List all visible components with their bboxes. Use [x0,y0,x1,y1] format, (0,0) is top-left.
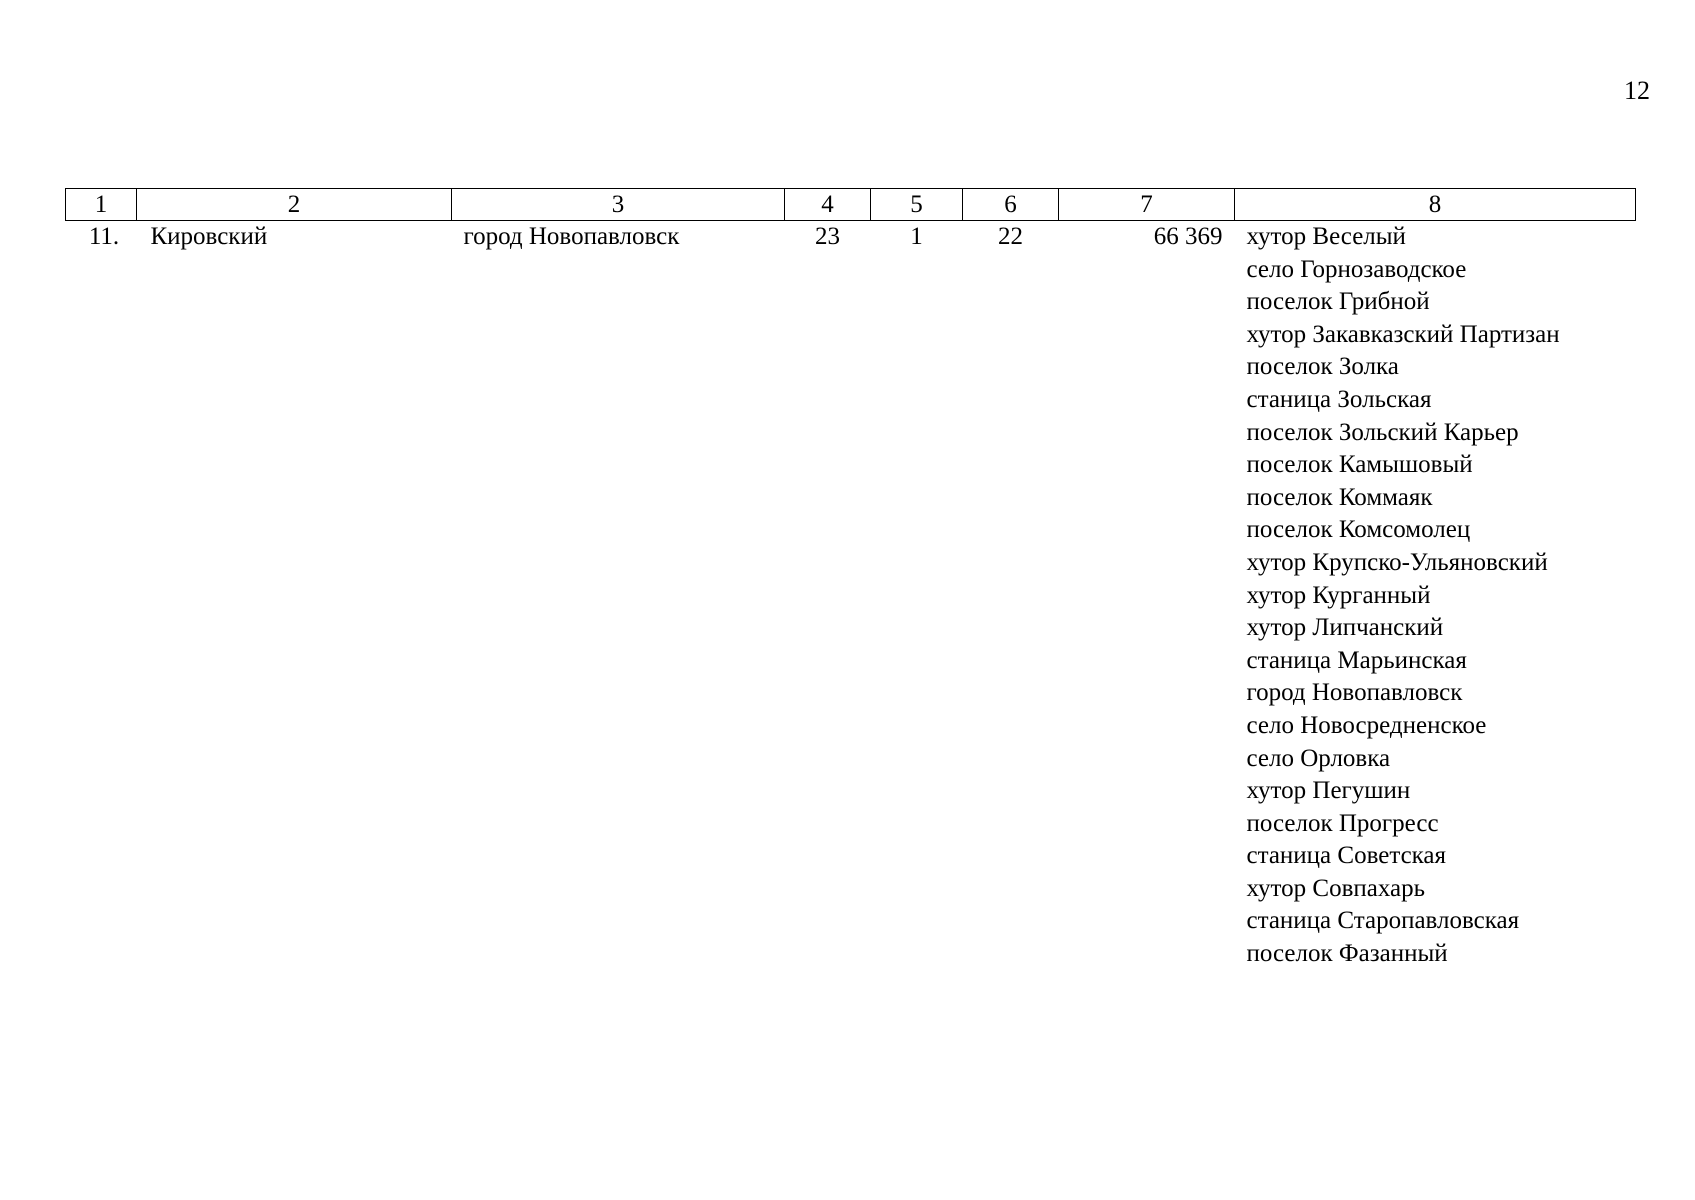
settlement-item: хутор Совпахарь [1246,874,1426,902]
settlement-item: хутор Курганный [1246,581,1431,609]
settlement-item: хутор Закавказский Партизан [1246,320,1560,348]
settlement-item: хутор Крупско-Ульяновский [1246,548,1548,576]
header-col-3: 3 [452,189,785,221]
settlement-item: поселок Золка [1246,353,1399,381]
settlement-item: поселок Грибной [1246,288,1430,316]
settlement-item: хутор Липчанский [1246,614,1444,642]
col-6-value: 22 [998,223,1023,250]
header-col-1: 1 [66,189,137,221]
header-col-2: 2 [137,189,452,221]
settlement-item: село Орловка [1246,744,1391,772]
settlement-item: станица Советская [1246,842,1447,870]
settlement-item: поселок Комсомолец [1246,516,1471,544]
district-table [65,188,1636,971]
settlement-item: станица Марьинская [1246,646,1467,674]
settlement-item: хутор Пегушин [1246,777,1411,805]
header-col-4: 4 [785,189,871,221]
settlement-item: поселок Коммаяк [1246,483,1433,511]
settlement-item: поселок Зольский Карьер [1246,418,1519,446]
settlement-item: поселок Прогресс [1246,809,1439,837]
header-col-7: 7 [1059,189,1235,221]
settlements-list [1235,221,1636,971]
settlement-item: село Новосредненское [1246,711,1487,739]
header-col-8: 8 [1235,189,1636,221]
settlement-item: поселок Камышовый [1246,451,1473,479]
table-row [66,221,1636,971]
settlement-item: село Горнозаводское [1246,255,1467,283]
page-number: 12 [1624,76,1650,105]
settlement-item: поселок Фазанный [1246,940,1448,968]
col-7-value: 66 369 [1153,223,1223,250]
settlement-item: станица Зольская [1246,385,1432,413]
district-name: Кировский [150,223,268,250]
header-col-6: 6 [963,189,1059,221]
settlement-item: хутор Веселый [1246,223,1406,250]
administrative-center: город Новопавловск [463,223,680,250]
row-number: 11. [88,223,120,250]
col-5-value: 1 [910,223,923,250]
col-4-value: 23 [815,223,840,250]
settlement-item: город Новопавловск [1246,679,1463,707]
table-header-row [66,189,1636,221]
header-col-5: 5 [871,189,963,221]
settlement-item: станица Старопавловская [1246,907,1520,935]
